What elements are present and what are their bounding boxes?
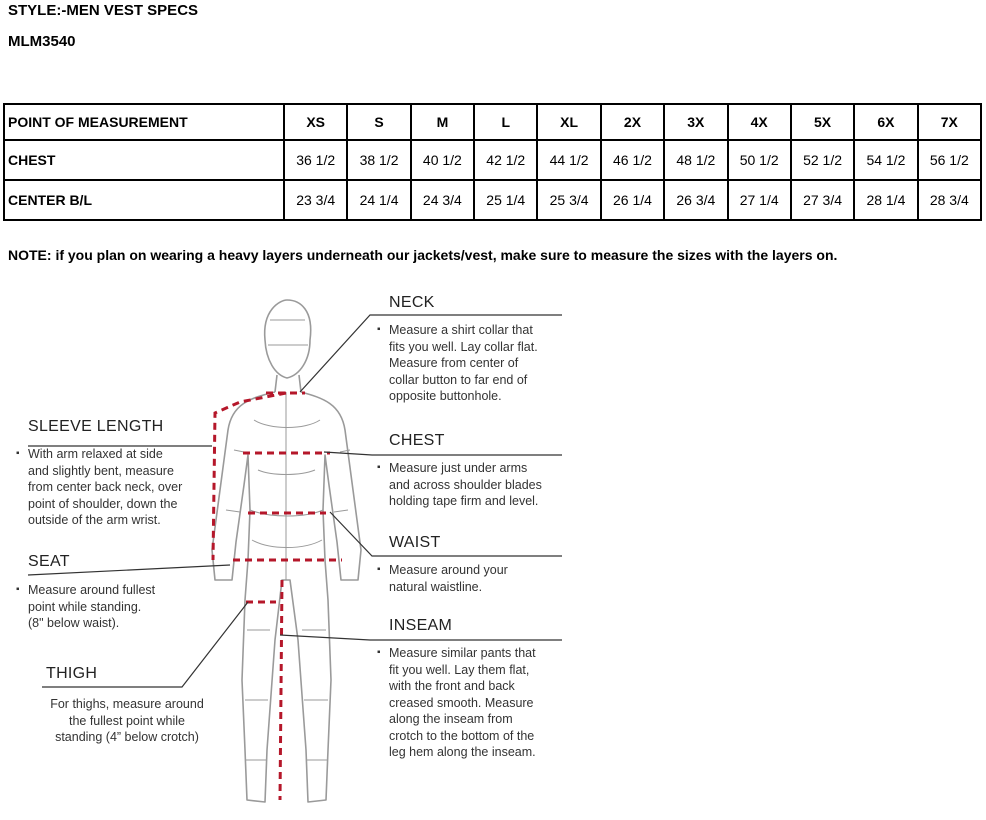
neck-description: [389, 322, 538, 405]
table-cell: 28 3/4: [918, 180, 981, 220]
table-cell: 42 1/2: [474, 140, 537, 180]
inseam-description: [389, 645, 536, 761]
table-cell: 50 1/2: [728, 140, 791, 180]
text-line: ▪ Measure just under arms: [389, 461, 528, 475]
text-line: and slightly bent, measure: [28, 463, 174, 478]
column-header: 3X: [664, 104, 727, 140]
table-cell: 40 1/2: [411, 140, 474, 180]
text-line: ▪ Measure around fullest: [28, 583, 156, 597]
table-cell: 48 1/2: [664, 140, 727, 180]
table-cell: 24 3/4: [411, 180, 474, 220]
table-cell: 36 1/2: [284, 140, 347, 180]
text-line: outside of the arm wrist.: [28, 513, 161, 527]
row-label: CENTER B/L: [4, 180, 284, 220]
body-figure: [212, 300, 361, 802]
sleeve-length-description: [28, 446, 182, 529]
measurement-lines: [213, 393, 342, 800]
text-line: point while standing.: [28, 599, 142, 614]
table-cell: 23 3/4: [284, 180, 347, 220]
table-cell: 27 3/4: [791, 180, 854, 220]
text-line: (8" below waist).: [28, 616, 120, 630]
table-cell: 24 1/4: [347, 180, 410, 220]
table-cell: 56 1/2: [918, 140, 981, 180]
chest-title: CHEST: [389, 432, 445, 449]
waist-title: WAIST: [389, 534, 441, 551]
text-line: natural waistline.: [389, 579, 483, 594]
text-line: along the inseam from: [389, 712, 513, 726]
neck-title: NECK: [389, 294, 435, 311]
layering-note: NOTE: if you plan on wearing a heavy layers underneath our jackets/vest, make sure to measure the sizes with the layers on.: [8, 247, 838, 263]
text-line: Measure from center of: [389, 356, 519, 370]
text-line: point of shoulder, down the: [28, 496, 178, 511]
text-line: with the front and back: [389, 679, 515, 693]
table-cell: 52 1/2: [791, 140, 854, 180]
thigh-title: THIGH: [46, 665, 98, 682]
table-cell: 44 1/2: [537, 140, 600, 180]
column-header: M: [411, 104, 474, 140]
waist-description: [389, 562, 508, 595]
table-cell: 27 1/4: [728, 180, 791, 220]
table-cell: 25 1/4: [474, 180, 537, 220]
column-header: 4X: [728, 104, 791, 140]
text-line: and across shoulder blades: [389, 477, 542, 492]
text-line: crotch to the bottom of the: [389, 728, 535, 743]
thigh-description: [42, 696, 212, 746]
table-row: [4, 180, 981, 220]
column-header: L: [474, 104, 537, 140]
text-line: ▪ With arm relaxed at side: [28, 447, 163, 461]
text-line: creased smooth. Measure: [389, 695, 534, 710]
style-title: STYLE:-MEN VEST SPECS: [8, 2, 199, 19]
table-cell: 26 3/4: [664, 180, 727, 220]
size-spec-table: [3, 103, 982, 221]
table-cell: 54 1/2: [854, 140, 917, 180]
table-cell: 26 1/4: [601, 180, 664, 220]
column-header: XL: [537, 104, 600, 140]
text-line: fits you well. Lay collar flat.: [389, 339, 538, 354]
text-line: holding tape firm and level.: [389, 494, 539, 508]
text-line: opposite buttonhole.: [389, 389, 502, 403]
text-line: For thighs, measure around: [50, 697, 204, 711]
column-header: 2X: [601, 104, 664, 140]
row-label: CHEST: [4, 140, 284, 180]
text-line: ▪ Measure similar pants that: [389, 646, 536, 660]
text-line: standing (4” below crotch): [55, 730, 199, 744]
chest-description: [389, 460, 542, 510]
sleeve-length-title: SLEEVE LENGTH: [28, 418, 164, 435]
text-line: leg hem along the inseam.: [389, 745, 536, 759]
style-code: MLM3540: [8, 33, 76, 50]
column-header: S: [347, 104, 410, 140]
seat-title: SEAT: [28, 553, 70, 570]
table-cell: 38 1/2: [347, 140, 410, 180]
column-header: 7X: [918, 104, 981, 140]
text-line: collar button to far end of: [389, 372, 528, 387]
table-cell: 46 1/2: [601, 140, 664, 180]
seat-description: [28, 582, 155, 632]
column-header: POINT OF MEASUREMENT: [4, 104, 284, 140]
table-cell: 28 1/4: [854, 180, 917, 220]
text-line: ▪ Measure a shirt collar that: [389, 323, 533, 337]
text-line: ▪ Measure around your: [389, 563, 508, 577]
column-header: XS: [284, 104, 347, 140]
text-line: fit you well. Lay them flat,: [389, 662, 530, 677]
column-header: 5X: [791, 104, 854, 140]
text-line: from center back neck, over: [28, 480, 183, 494]
table-row: [4, 140, 981, 180]
table-cell: 25 3/4: [537, 180, 600, 220]
table-header-row: [4, 104, 981, 140]
column-header: 6X: [854, 104, 917, 140]
text-line: the fullest point while: [68, 713, 186, 728]
inseam-title: INSEAM: [389, 617, 453, 634]
